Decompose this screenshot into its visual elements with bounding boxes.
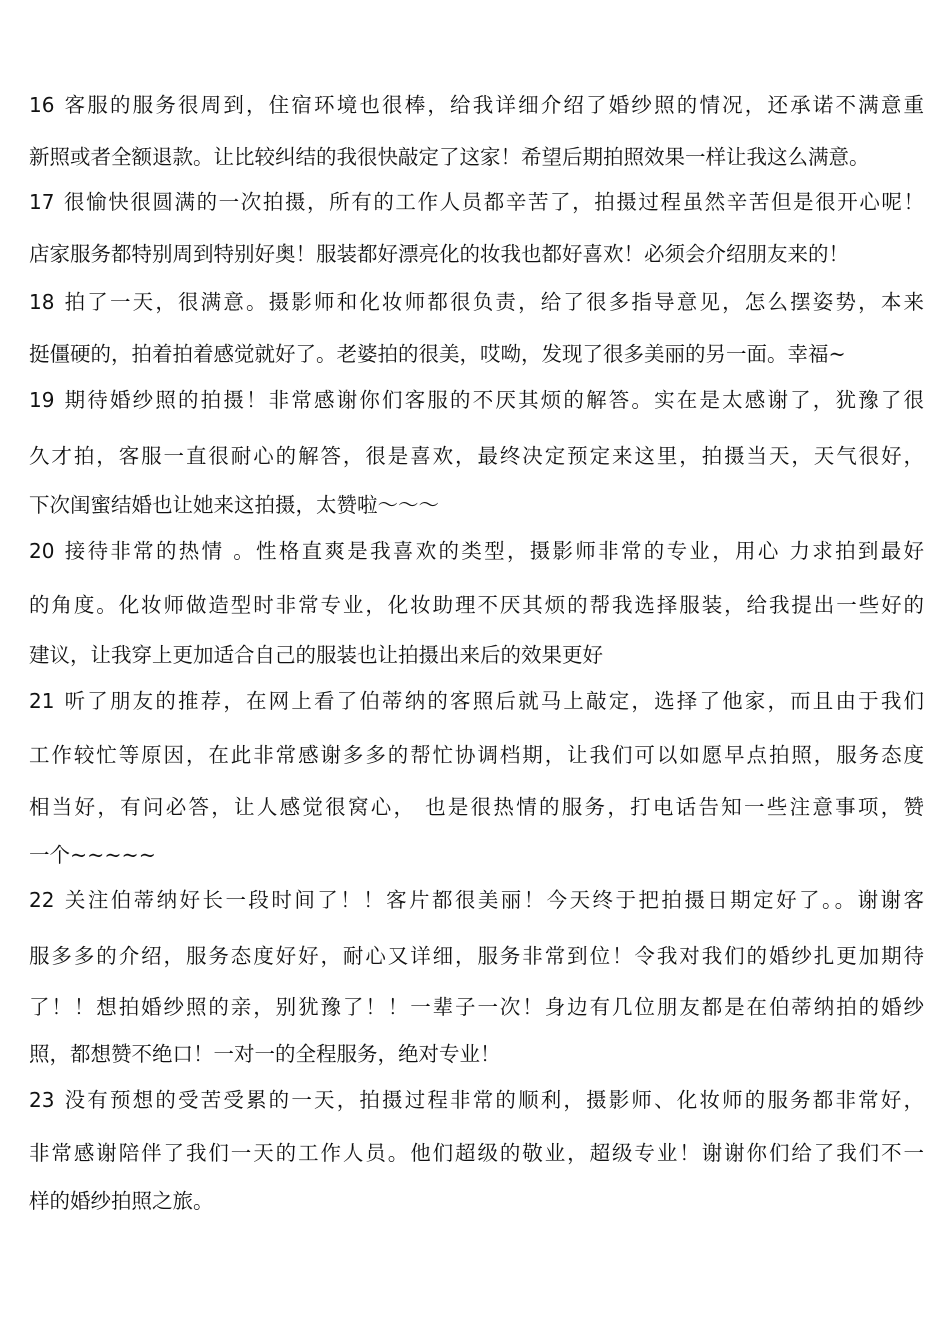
line-text: 服多多的介绍，服务态度好好，耐心又详细，服务非常到位！令我对我们的婚纱扎更加期待 (29, 944, 924, 968)
line-text: 相当好，有问必答，让人感觉很窝心， 也是很热情的服务，打电话告知一些注意事项，赞 (29, 795, 924, 819)
paragraph-number: 22 (29, 888, 55, 912)
paragraph-number: 21 (29, 689, 55, 713)
line-text: 一个~~~~~ (29, 843, 156, 867)
text-line (29, 943, 924, 969)
line-text: 没有预想的受苦受累的一天，拍摄过程非常的顺利，摄影师、化妆师的服务都非常好， (62, 1088, 924, 1112)
text-line (29, 387, 924, 413)
line-text: 期待婚纱照的拍摄！非常感谢你们客服的不厌其烦的解答。实在是太感谢了，犹豫了很 (62, 388, 924, 412)
text-line (29, 994, 924, 1020)
text-line (29, 443, 924, 469)
line-text: 拍了一天，很满意。摄影师和化妆师都很负责，给了很多指导意见，怎么摆姿势，本来 (62, 290, 924, 314)
text-line (29, 794, 924, 820)
line-text: 很愉快很圆满的一次拍摄，所有的工作人员都辛苦了，拍摄过程虽然辛苦但是很开心呢！ (62, 190, 924, 214)
line-text: 店家服务都特别周到特别好奥！服装都好漂亮化的妆我也都好喜欢！必须会介绍朋友来的！ (29, 242, 849, 266)
text-line (29, 1140, 924, 1166)
line-text: 接待非常的热情 。性格直爽是我喜欢的类型，摄影师非常的专业，用心 力求拍到最好 (62, 539, 924, 563)
text-line (29, 842, 924, 868)
text-line (29, 688, 924, 714)
text-line (29, 642, 924, 668)
paragraph-number: 17 (29, 190, 55, 214)
text-line (29, 1041, 924, 1067)
line-text: 听了朋友的推荐，在网上看了伯蒂纳的客照后就马上敲定，选择了他家，而且由于我们 (62, 689, 924, 713)
line-text: 客服的服务很周到，住宿环境也很棒，给我详细介绍了婚纱照的情况，还承诺不满意重 (62, 93, 924, 117)
paragraph-number: 16 (29, 93, 55, 117)
line-text: 建议，让我穿上更加适合自己的服装也让拍摄出来后的效果更好 (29, 643, 603, 667)
line-text: 样的婚纱拍照之旅。 (29, 1189, 214, 1213)
text-line (29, 289, 924, 315)
line-text: 非常感谢陪伴了我们一天的工作人员。他们超级的敬业，超级专业！谢谢你们给了我们不一 (29, 1141, 924, 1165)
line-text: 照，都想赞不绝口！一对一的全程服务，绝对专业！ (29, 1042, 501, 1066)
line-text: 新照或者全额退款。让比较纠结的我很快敲定了这家！希望后期拍照效果一样让我这么满意。 (29, 145, 870, 169)
line-text: 的角度。化妆师做造型时非常专业，化妆助理不厌其烦的帮我选择服装，给我提出一些好的 (29, 593, 924, 617)
text-line (29, 1087, 924, 1113)
text-line (29, 887, 924, 913)
text-line (29, 742, 924, 768)
line-text: 关注伯蒂纳好长一段时间了！！客片都很美丽！今天终于把拍摄日期定好了。。谢谢客 (62, 888, 924, 912)
line-text: 工作较忙等原因，在此非常感谢多多的帮忙协调档期，让我们可以如愿早点拍照，服务态度 (29, 743, 924, 767)
text-line (29, 241, 924, 267)
text-line (29, 189, 924, 215)
paragraph-number: 19 (29, 388, 55, 412)
paragraph-number: 23 (29, 1088, 55, 1112)
line-text: 久才拍，客服一直很耐心的解答，很是喜欢，最终决定预定来这里，拍摄当天，天气很好， (29, 444, 924, 468)
line-text: 下次闺蜜结婚也让她来这拍摄，太赞啦～～～ (29, 493, 439, 517)
line-text: 挺僵硬的，拍着拍着感觉就好了。老婆拍的很美，哎呦，发现了很多美丽的另一面。幸福~ (29, 342, 846, 366)
text-line (29, 492, 924, 518)
line-text: 了！！想拍婚纱照的亲，别犹豫了！！一辈子一次！身边有几位朋友都是在伯蒂纳拍的婚纱 (29, 995, 924, 1019)
text-line (29, 92, 924, 118)
text-line (29, 144, 924, 170)
paragraph-number: 18 (29, 290, 55, 314)
text-line (29, 538, 924, 564)
text-line (29, 592, 924, 618)
text-line (29, 1188, 924, 1214)
text-line (29, 341, 924, 367)
paragraph-number: 20 (29, 539, 55, 563)
